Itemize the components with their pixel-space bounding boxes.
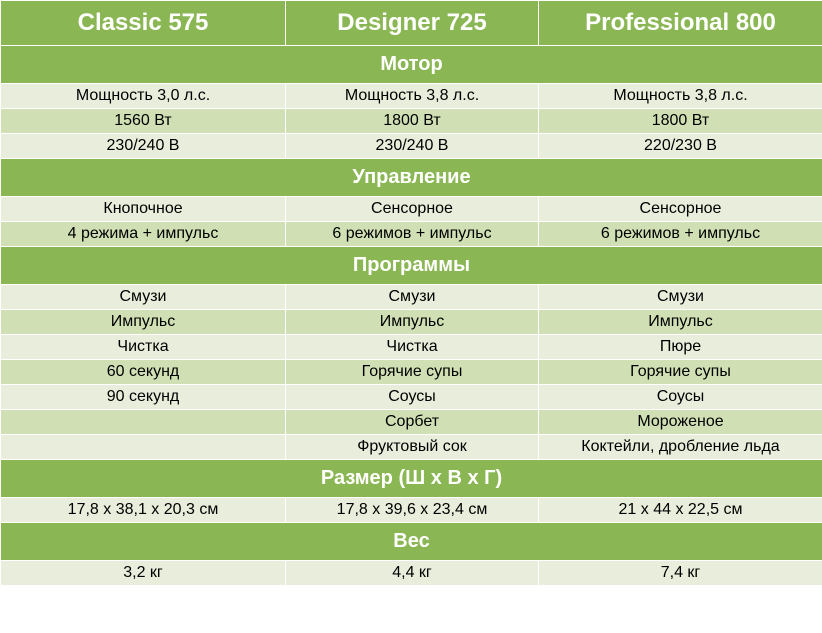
model-header: Classic 575: [1, 1, 286, 46]
table-row: [1, 435, 822, 460]
section-title: Мотор: [1, 46, 822, 84]
table-cell: 3,2 кг: [1, 561, 286, 586]
table-cell: [1, 410, 286, 435]
table-cell: Фруктовый сок: [286, 435, 539, 460]
table-row: [1, 310, 822, 335]
table-cell: Смузи: [286, 285, 539, 310]
table-cell: Чистка: [1, 335, 286, 360]
table-cell: 60 секунд: [1, 360, 286, 385]
table-row: [1, 84, 822, 109]
table-row: [1, 197, 822, 222]
table-cell: Смузи: [539, 285, 822, 310]
table-row: [1, 410, 822, 435]
section-title: Управление: [1, 159, 822, 197]
table-cell: 21 х 44 х 22,5 см: [539, 498, 822, 523]
table-row: [1, 222, 822, 247]
table-cell: 1560 Вт: [1, 109, 286, 134]
section-row-control: [1, 159, 822, 197]
table-cell: Импульс: [286, 310, 539, 335]
model-header: Designer 725: [286, 1, 539, 46]
table-cell: Горячие супы: [286, 360, 539, 385]
table-cell: 220/230 В: [539, 134, 822, 159]
table-row: [1, 335, 822, 360]
table-cell: 4 режима + импульс: [1, 222, 286, 247]
table-row: [1, 360, 822, 385]
table-cell: 6 режимов + импульс: [539, 222, 822, 247]
table-cell: Смузи: [1, 285, 286, 310]
table-cell: Кнопочное: [1, 197, 286, 222]
table-row: [1, 134, 822, 159]
table-cell: 17,8 х 38,1 х 20,3 см: [1, 498, 286, 523]
table-cell: 1800 Вт: [286, 109, 539, 134]
table-cell: Мощность 3,0 л.с.: [1, 84, 286, 109]
table-cell: 7,4 кг: [539, 561, 822, 586]
table-cell: Сенсорное: [539, 197, 822, 222]
table-row: [1, 498, 822, 523]
section-row-size: [1, 460, 822, 498]
table-row: [1, 561, 822, 586]
table-cell: 230/240 В: [286, 134, 539, 159]
model-header: Professional 800: [539, 1, 822, 46]
table-cell: [1, 435, 286, 460]
table-cell: Мощность 3,8 л.с.: [286, 84, 539, 109]
section-row-programs: [1, 247, 822, 285]
table-cell: Соусы: [539, 385, 822, 410]
table-cell: Мощность 3,8 л.с.: [539, 84, 822, 109]
table-cell: 4,4 кг: [286, 561, 539, 586]
table-cell: Горячие супы: [539, 360, 822, 385]
table-cell: 230/240 В: [1, 134, 286, 159]
table-cell: Импульс: [539, 310, 822, 335]
table-cell: 17,8 х 39,6 х 23,4 см: [286, 498, 539, 523]
section-row-weight: [1, 523, 822, 561]
table-cell: Коктейли, дробление льда: [539, 435, 822, 460]
table-cell: Соусы: [286, 385, 539, 410]
table-cell: Пюре: [539, 335, 822, 360]
section-title: Размер (Ш х В х Г): [1, 460, 822, 498]
table-row: [1, 285, 822, 310]
table-cell: Мороженое: [539, 410, 822, 435]
table-row: [1, 109, 822, 134]
table-row: [1, 385, 822, 410]
table-cell: Сорбет: [286, 410, 539, 435]
header-row: [1, 1, 822, 46]
section-row-motor: [1, 46, 822, 84]
table-cell: 1800 Вт: [539, 109, 822, 134]
section-title: Программы: [1, 247, 822, 285]
table-cell: Сенсорное: [286, 197, 539, 222]
table-cell: Чистка: [286, 335, 539, 360]
table-cell: 90 секунд: [1, 385, 286, 410]
table-cell: 6 режимов + импульс: [286, 222, 539, 247]
table-cell: Импульс: [1, 310, 286, 335]
section-title: Вес: [1, 523, 822, 561]
